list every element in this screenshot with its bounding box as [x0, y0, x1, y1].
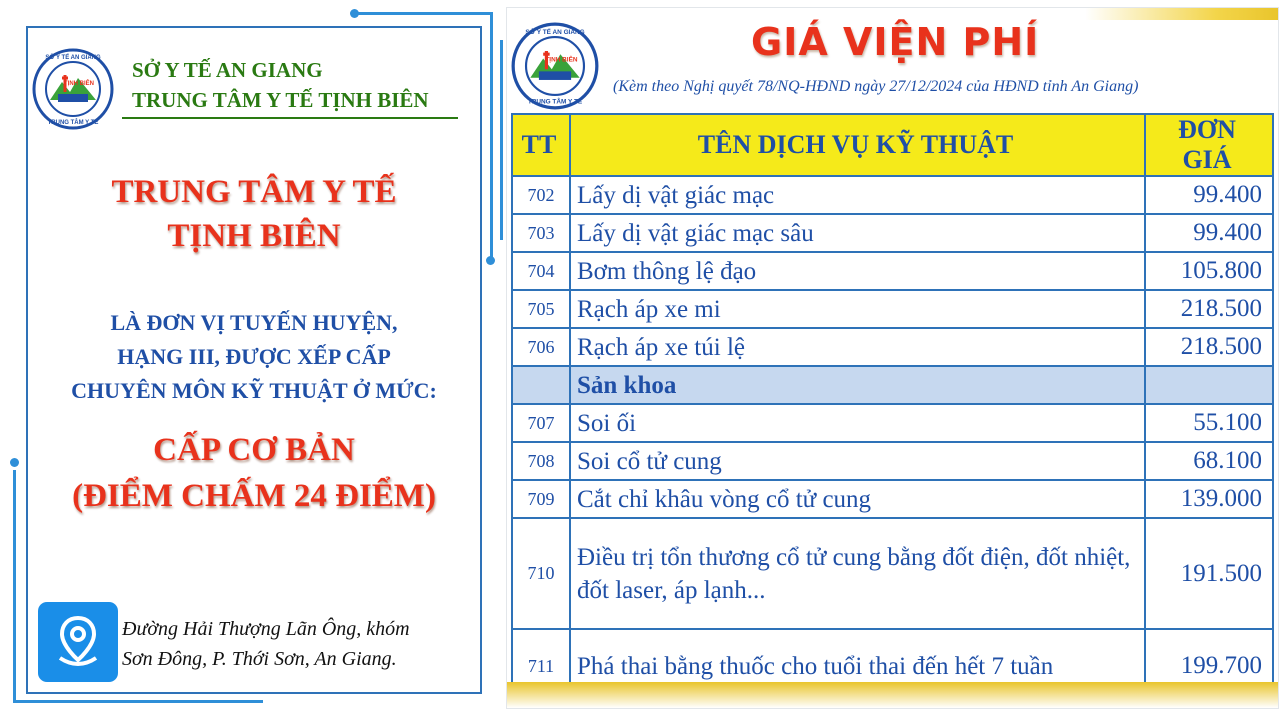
- service-price: 68.100: [1145, 442, 1273, 480]
- service-name-line1: Điều trị tổn thương cổ tử cung bằng đốt điện, đốt nhiệt,: [577, 543, 1131, 571]
- price-table-frame: [511, 113, 1274, 688]
- table-row: [512, 480, 1273, 518]
- table-row: [512, 404, 1273, 442]
- service-price: 99.400: [1145, 176, 1273, 214]
- center-title-line2: TỊNH BIÊN: [167, 218, 341, 254]
- service-price: 218.500: [1145, 328, 1273, 366]
- table-row: [512, 290, 1273, 328]
- service-name-line2: đốt laser, áp lạnh...: [577, 576, 766, 604]
- header-service-name: TÊN DỊCH VỤ KỸ THUẬT: [570, 114, 1145, 176]
- department-name: SỞ Y TẾ AN GIANG: [132, 58, 323, 82]
- level-score: (ĐIỂM CHẤM 24 ĐIỂM): [72, 478, 436, 514]
- level-title: CẤP CƠ BẢN: [153, 432, 355, 468]
- service-price: 191.500: [1145, 518, 1273, 629]
- logo-top-text: SỞ Y TẾ AN GIANG: [525, 28, 585, 36]
- row-number: 706: [512, 328, 570, 366]
- hospital-logo: [32, 48, 114, 130]
- logo-bottom-text: TRUNG TÂM Y TẾ: [47, 120, 99, 126]
- top-accent-strip: [507, 8, 1278, 20]
- logo-inner-text: TỊNH BIÊN: [545, 56, 578, 64]
- service-price: 105.800: [1145, 252, 1273, 290]
- service-price: 99.400: [1145, 214, 1273, 252]
- table-row: [512, 328, 1273, 366]
- service-name: [570, 518, 1145, 629]
- resolution-note: (Kèm theo Nghị quyết 78/NQ-HĐND ngày 27/12/2024 của HĐND tỉnh An Giang): [613, 78, 1139, 95]
- service-price: 55.100: [1145, 404, 1273, 442]
- table-row: [512, 214, 1273, 252]
- row-number: 707: [512, 404, 570, 442]
- left-info-panel: [26, 26, 482, 694]
- bottom-accent-strip: [507, 682, 1278, 708]
- section-row: [512, 366, 1273, 404]
- logo-bottom-text: TRUNG TÂM Y TẾ: [527, 98, 583, 106]
- description-line2: HẠNG III, ĐƯỢC XẾP CẤP: [117, 344, 391, 369]
- section-name: Sản khoa: [570, 366, 1145, 404]
- row-number: 703: [512, 214, 570, 252]
- row-number: 709: [512, 480, 570, 518]
- row-number: 702: [512, 176, 570, 214]
- table-header-row: [512, 114, 1273, 176]
- service-name: Soi ối: [570, 404, 1145, 442]
- header-price: ĐƠN GIÁ: [1145, 114, 1273, 176]
- service-name: Cắt chỉ khâu vòng cổ tử cung: [570, 480, 1145, 518]
- description-line3: CHUYÊN MÔN KỸ THUẬT Ở MỨC:: [71, 378, 437, 403]
- hospital-logo: [511, 22, 599, 110]
- table-row: [512, 518, 1273, 629]
- service-name: Phá thai bằng thuốc cho tuổi thai đến hết 7 tuần: [570, 629, 1145, 703]
- price-table: [511, 113, 1274, 704]
- service-name: Soi cổ tử cung: [570, 442, 1145, 480]
- center-name-header: TRUNG TÂM Y TẾ TỊNH BIÊN: [132, 88, 429, 112]
- header-tt: TT: [512, 114, 570, 176]
- table-row: [512, 442, 1273, 480]
- service-price: 218.500: [1145, 290, 1273, 328]
- logo-top-text: SỞ Y TẾ AN GIANG: [45, 55, 101, 61]
- service-price: 199.700: [1145, 629, 1273, 703]
- row-number: 708: [512, 442, 570, 480]
- table-row: [512, 252, 1273, 290]
- row-number: 705: [512, 290, 570, 328]
- table-row: [512, 176, 1273, 214]
- page-title: GIÁ VIỆN PHÍ: [751, 20, 1040, 64]
- row-number: [512, 366, 570, 404]
- service-name: Rạch áp xe mi: [570, 290, 1145, 328]
- service-name: Rạch áp xe túi lệ: [570, 328, 1145, 366]
- row-number: 711: [512, 629, 570, 703]
- row-number: 704: [512, 252, 570, 290]
- service-name: Lấy dị vật giác mạc sâu: [570, 214, 1145, 252]
- map-pin-icon: [38, 602, 118, 682]
- service-price: [1145, 366, 1273, 404]
- address-line2: Sơn Đông, P. Thới Sơn, An Giang.: [122, 648, 397, 670]
- row-number: 710: [512, 518, 570, 629]
- logo-inner-text: TỊNH BIÊN: [64, 81, 94, 87]
- center-title-line1: TRUNG TÂM Y TẾ: [111, 174, 397, 210]
- address-line1: Đường Hải Thượng Lãn Ông, khóm: [122, 618, 410, 640]
- service-name: Lấy dị vật giác mạc: [570, 176, 1145, 214]
- description-line1: LÀ ĐƠN VỊ TUYẾN HUYỆN,: [110, 310, 398, 335]
- service-price: 139.000: [1145, 480, 1273, 518]
- header-underline: [122, 117, 458, 119]
- service-name: Bơm thông lệ đạo: [570, 252, 1145, 290]
- price-list-panel: [507, 8, 1278, 708]
